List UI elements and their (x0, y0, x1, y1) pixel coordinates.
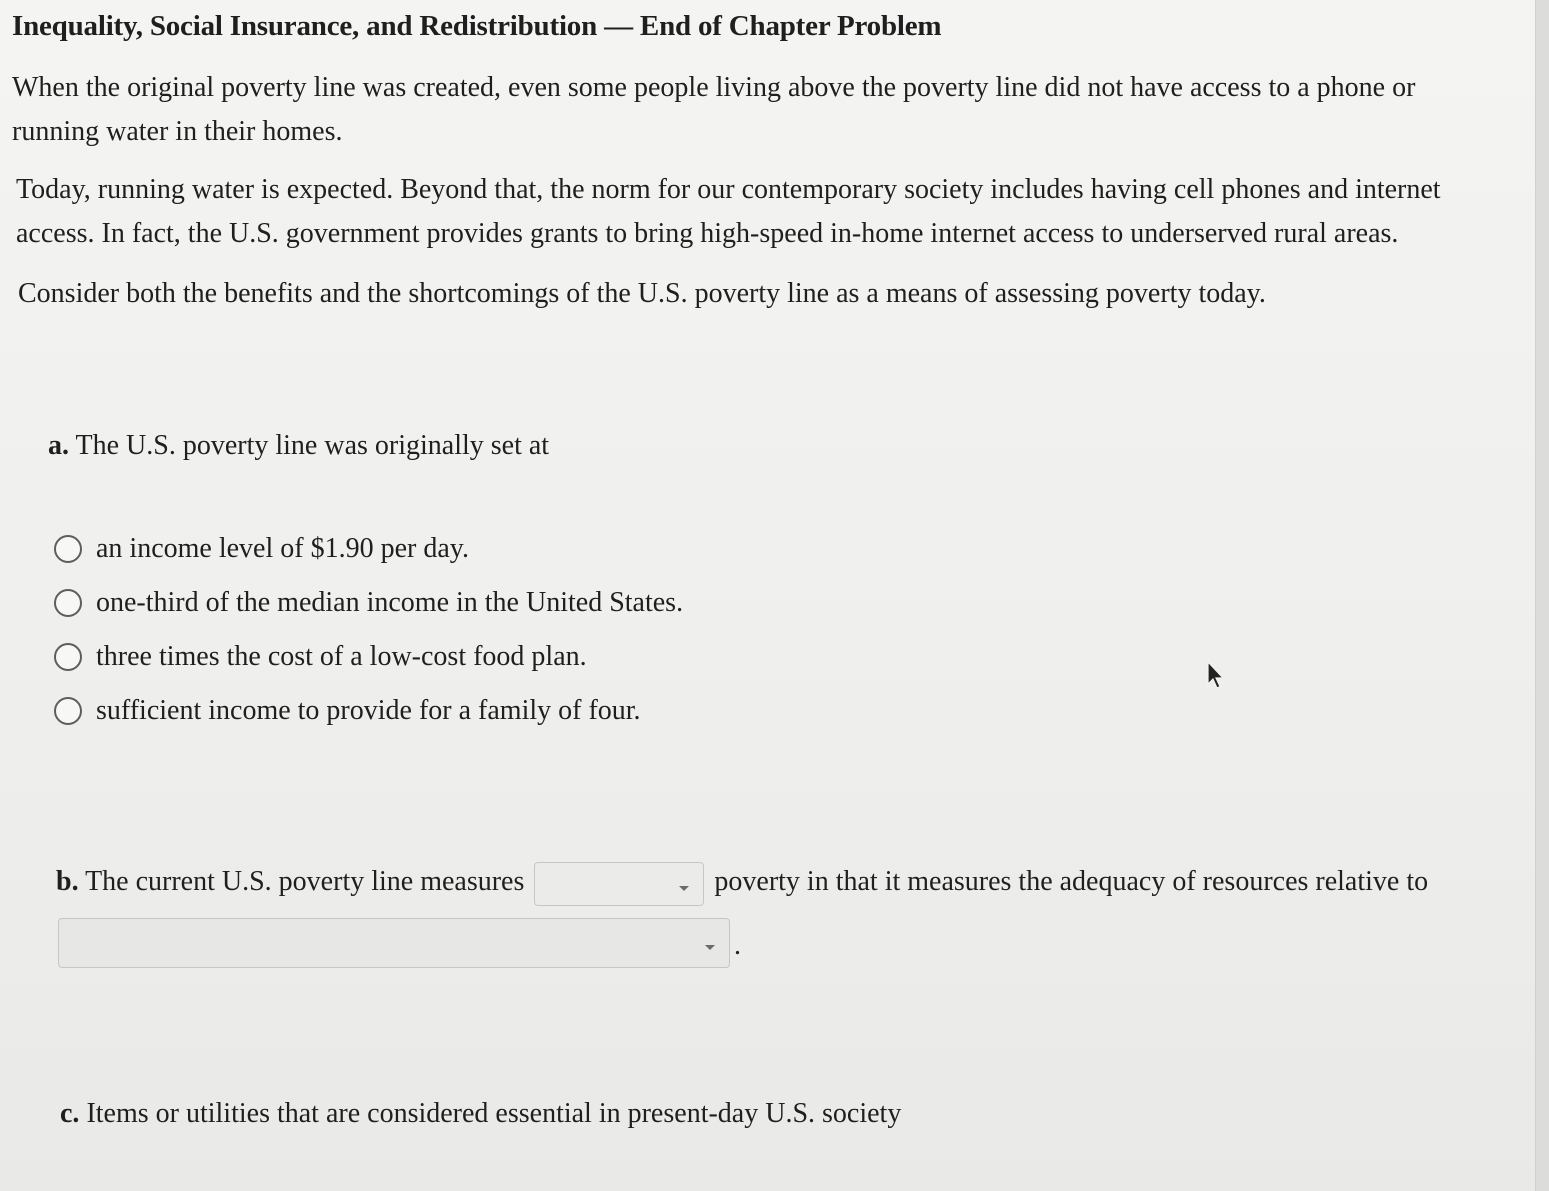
intro-paragraph-1 (12, 66, 1415, 154)
question-c-label: c. (60, 1098, 80, 1129)
question-b-text-after: poverty in that it measures the adequacy of resources relative to (714, 866, 1429, 897)
option-3-label[interactable]: three times the cost of a low-cost food plan. (96, 641, 587, 672)
question-b-end-punct: . (734, 930, 741, 961)
intro-p2-line2: access. In fact, the U.S. government provides grants to bring high-speed in-home internet access to underserved rural areas. (16, 218, 1399, 249)
intro-p2-line1: Today, running water is expected. Beyond that, the norm for our contemporary society includes having cell phones and internet (16, 174, 1441, 205)
radio-button-option-2[interactable] (54, 589, 82, 617)
option-3[interactable] (54, 630, 683, 684)
page-edge (1535, 0, 1549, 1191)
page-title: Inequality, Social Insurance, and Redistribution — End of Chapter Problem (12, 10, 942, 42)
intro-p1-line2: running water in their homes. (12, 116, 343, 147)
option-2-label[interactable]: one-third of the median income in the United States. (96, 587, 684, 618)
resources-relative-to-dropdown[interactable] (58, 918, 730, 968)
question-b-prompt (56, 858, 1428, 906)
question-c-prompt (60, 1098, 901, 1130)
option-1[interactable] (54, 522, 683, 576)
intro-paragraph-3: Consider both the benefits and the shortcomings of the U.S. poverty line as a means of assessing poverty today. (18, 278, 1266, 309)
question-a-prompt (48, 430, 549, 462)
radio-button-option-1[interactable] (54, 535, 82, 563)
intro-p1-line1: When the original poverty line was created, even some people living above the poverty line did not have access to a phone or (12, 72, 1416, 103)
question-b-label: b. (56, 866, 79, 897)
question-b-text-before-content: The current U.S. poverty line measures (85, 866, 525, 897)
question-c-text: Items or utilities that are considered essential in present-day U.S. society (86, 1098, 902, 1129)
chevron-down-icon (679, 886, 689, 891)
question-a-label: a. (48, 430, 69, 461)
option-1-label[interactable]: an income level of $1.90 per day. (96, 533, 469, 564)
radio-button-option-3[interactable] (54, 643, 82, 671)
poverty-type-dropdown[interactable] (534, 862, 704, 906)
question-a-text: The U.S. poverty line was originally set at (75, 430, 550, 461)
chevron-down-icon (705, 945, 715, 950)
option-2[interactable] (54, 576, 683, 630)
mouse-cursor-icon (1206, 660, 1226, 690)
question-b-text-before (56, 866, 524, 898)
question-a-options (54, 522, 683, 738)
intro-paragraph-2 (16, 168, 1441, 256)
option-4-label[interactable]: sufficient income to provide for a family of four. (96, 695, 641, 726)
option-4[interactable] (54, 684, 683, 738)
radio-button-option-4[interactable] (54, 697, 82, 725)
